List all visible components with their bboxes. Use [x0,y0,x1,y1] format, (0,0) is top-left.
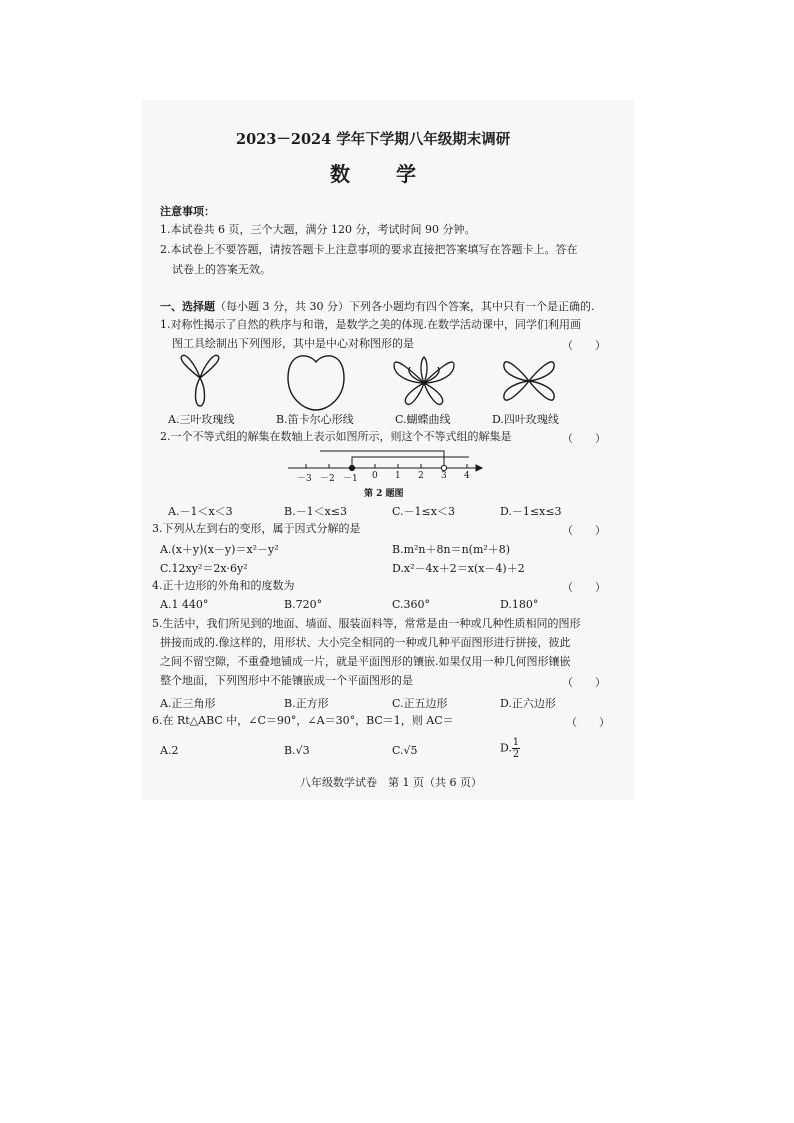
q4-answer-blank: （ ） [562,581,606,594]
q4-option-d: D.180° [500,598,539,611]
tick-label-neg2: －2 [320,474,335,484]
exam-title: 2023－2024 学年下学期八年级期末调研 [236,131,511,148]
q1-option-d: D.四叶玫瑰线 [492,413,559,426]
q5-option-c: C.正五边形 [392,697,448,710]
solution-bracket-right [320,451,444,468]
fraction-denominator: 2 [512,749,520,760]
page-footer: 八年级数学试卷 第 1 页（共 6 页） [300,776,482,789]
cardioid-figure [284,350,348,412]
q5-option-b: B.正方形 [284,697,329,710]
q4-option-b: B.720° [284,598,323,611]
closed-endpoint [349,465,354,470]
q6-text: 6.在 Rt△ABC 中，∠C＝90°，∠A＝30°，BC＝1，则 AC＝ [152,714,454,727]
q3-option-d: D.x²－4x＋2＝x(x－4)＋2 [392,562,525,575]
tick-label-neg1: －1 [343,474,358,484]
q5-option-d: D.正六边形 [500,697,556,710]
tick-label-1: 1 [395,471,401,481]
fraction-numerator: 1 [512,737,520,748]
q3-option-b: B.m²n＋8n＝n(m²＋8) [392,543,511,556]
tick-label-4: 4 [464,471,470,481]
number-line-figure [284,447,484,487]
q5-text-line-4: 整个地面，下列图形中不能镶嵌成一个平面图形的是 [160,674,413,687]
q6-option-d [500,737,520,760]
three-leaf-rose-figure [172,352,228,410]
tick-label-3: 3 [441,471,447,481]
q1-option-c: C.蝴蝶曲线 [395,413,451,426]
q4-option-a: A.1 440° [160,598,209,611]
q2-option-b: B.－1＜x≤3 [284,505,347,518]
solution-bracket-left [352,457,469,468]
q4-text: 4.正十边形的外角和的度数为 [152,579,295,592]
butterfly-curve-figure [392,353,456,409]
q1-option-a: A.三叶玫瑰线 [168,413,235,426]
figure-caption: 第 2 题图 [364,489,404,499]
open-endpoint [441,465,446,470]
notes-heading: 注意事项： [160,205,215,218]
q3-option-a: A.(x＋y)(x－y)＝x²－y² [160,543,279,556]
q5-text-line-2: 拼接而成的.像这样的，用形状、大小完全相同的一种或几种平面图形进行拼接，彼此 [160,636,571,649]
section-title: 一、选择题 [160,300,215,313]
q1-text-line-1: 1.对称性揭示了自然的秩序与和谐，是数学之美的体现.在数学活动课中，同学们利用画 [160,318,581,331]
q6-option-a: A.2 [160,744,179,757]
q2-answer-blank: （ ） [562,432,606,445]
q3-answer-blank: （ ） [562,524,606,537]
q3-text: 3.下列从左到右的变形，属于因式分解的是 [152,522,361,535]
q4-option-c: C.360° [392,598,431,611]
q2-option-a: A.－1＜x＜3 [168,505,233,518]
q2-option-d: D.－1≤x≤3 [500,505,562,518]
q2-option-c: C.－1≤x＜3 [392,505,455,518]
axis-arrow [476,465,482,471]
subject-title: 数 学 [330,162,418,186]
tick-label-2: 2 [418,471,424,481]
q6-answer-blank: （ ） [566,716,610,729]
section-heading [160,300,594,314]
section-score-note: （每小题 3 分，共 30 分） [215,300,349,313]
q1-text-line-2: 图工具绘制出下列图形，其中是中心对称图形的是 [172,337,414,350]
four-leaf-rose-figure [500,352,558,410]
q6-option-d-label: D. [500,741,512,755]
q5-text-line-3: 之间不留空隙，不重叠地铺成一片，就是平面图形的镶嵌.如果仅用一种几何图形镶嵌 [160,655,571,668]
notes-line-2-cont: 试卷上的答案无效。 [172,263,271,276]
q1-answer-blank: （ ） [562,339,606,352]
q5-answer-blank: （ ） [562,676,606,689]
q1-option-b: B.笛卡尔心形线 [276,413,354,426]
q3-option-c: C.12xy²＝2x·6y² [160,562,248,575]
q2-text: 2.一个不等式组的解集在数轴上表示如图所示，则这个不等式组的解集是 [160,430,512,443]
q6-option-c: C.√5 [392,744,418,757]
fraction-one-half [512,737,520,760]
tick-label-0: 0 [372,471,378,481]
notes-line-1: 1.本试卷共 6 页，三个大题，满分 120 分，考试时间 90 分钟。 [160,223,476,236]
section-instructions: 下列各小题均有四个答案，其中只有一个是正确的. [348,300,595,313]
q5-option-a: A.正三角形 [160,697,216,710]
notes-line-2: 2.本试卷上不要答题，请按答题卡上注意事项的要求直接把答案填写在答题卡上。答在 [160,243,578,256]
tick-label-neg3: －3 [297,474,312,484]
q6-option-b: B.√3 [284,744,310,757]
q5-text-line-1: 5.生活中，我们所见到的地面、墙面、服装面料等，常常是由一种或几种性质相同的图形 [152,617,581,630]
